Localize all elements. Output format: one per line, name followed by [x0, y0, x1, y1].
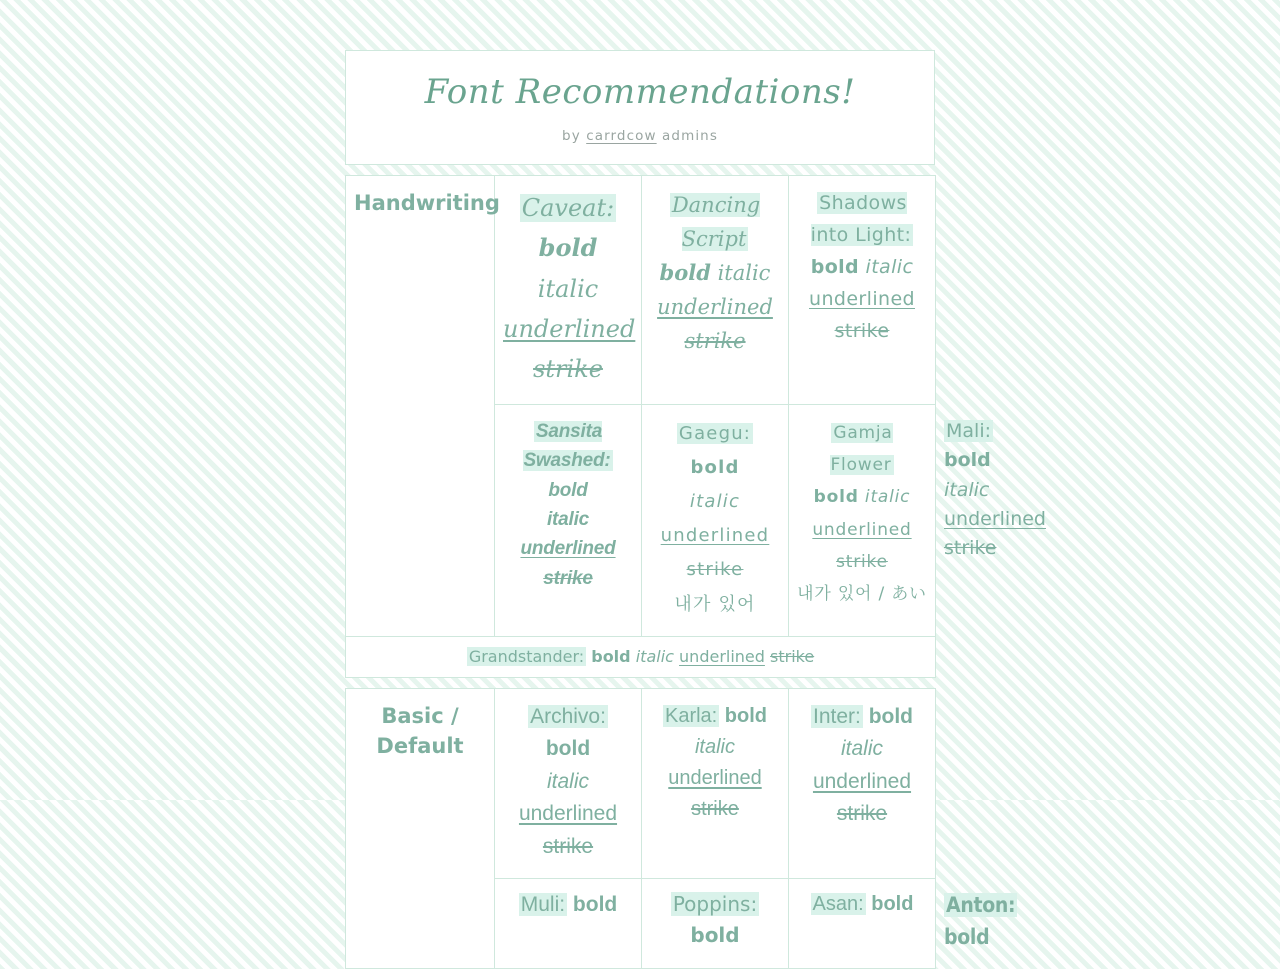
style-bold: bold [548, 479, 588, 501]
category-label-handwriting: Handwriting [346, 176, 495, 637]
font-name-label: Grandstander: [468, 646, 585, 666]
font-cell-asan[interactable] [789, 878, 936, 968]
specimen-line [650, 188, 780, 256]
specimen-line [650, 553, 780, 587]
header-table-gap [345, 165, 935, 175]
byline-prefix: by [562, 128, 581, 145]
style-bold: bold [944, 449, 991, 472]
specimen-line [503, 798, 633, 831]
header-card [345, 50, 935, 165]
font-cell-gaegu[interactable] [642, 404, 789, 636]
style-bold: bold [690, 456, 740, 478]
table-row [346, 636, 936, 677]
specimen-line [650, 588, 780, 622]
specimen-line [797, 889, 927, 920]
style-bold: bold [538, 233, 598, 263]
style-bold: bold [871, 892, 914, 915]
font-cell-gamja-flower[interactable] [789, 404, 936, 636]
font-cell-inter[interactable] [789, 688, 936, 878]
style-bold: bold [813, 487, 859, 508]
style-underlined: underlined [944, 507, 1046, 530]
specimen-gamja-flower [797, 417, 927, 611]
specimen-line [503, 309, 636, 349]
specimen-line [650, 256, 780, 290]
table-gap [345, 678, 935, 688]
specimen-inter [797, 701, 927, 831]
specimen-line [650, 519, 780, 553]
specimen-line [797, 514, 927, 546]
font-name-label: Gaegu: [678, 422, 752, 444]
font-cell-caveat[interactable] [495, 176, 642, 405]
style-strike: strike [836, 802, 888, 826]
specimen-line [650, 889, 780, 951]
style-bold: bold [572, 892, 618, 916]
style-italic: italic [864, 487, 911, 508]
font-name-label: Shadows into Light: [810, 192, 912, 246]
style-strike: strike [533, 355, 603, 384]
specimen-line [797, 798, 927, 831]
style-underlined: underlined [679, 646, 765, 666]
style-underlined: underlined [812, 519, 912, 540]
specimen-line [503, 889, 633, 922]
byline-suffix: admins [662, 128, 718, 145]
font-cell-shadows-into-light[interactable] [789, 176, 936, 405]
sample-text: 내가 있어 [674, 593, 756, 615]
specimen-asan [797, 889, 927, 920]
style-underlined: underlined [812, 769, 912, 793]
specimen-line [354, 645, 927, 669]
specimen-line [650, 485, 780, 519]
specimen-karla [650, 701, 780, 825]
style-bold: bold [690, 922, 740, 947]
sample-text: 내가 있어 / あい [797, 584, 927, 605]
specimen-line [797, 766, 927, 799]
table-row [346, 688, 936, 878]
specimen-line [503, 701, 633, 766]
style-strike: strike [834, 319, 890, 342]
specimen-line [650, 417, 780, 485]
style-italic: italic [840, 737, 883, 761]
font-cell-sansita-swashed[interactable] [495, 404, 642, 636]
style-strike: strike [691, 797, 739, 820]
style-underlined: underlined [518, 802, 618, 826]
handwriting-table [345, 175, 1046, 678]
specimen-line [650, 763, 780, 794]
specimen-line [503, 188, 633, 269]
specimen-line [503, 505, 633, 564]
specimen-line [797, 188, 927, 284]
specimen-line [503, 417, 633, 505]
style-italic: italic [944, 478, 990, 501]
specimen-line [650, 290, 780, 324]
style-bold: bold [545, 737, 591, 761]
style-underlined: underlined [668, 766, 762, 789]
carrdcow-link[interactable]: carrdcow [586, 128, 657, 145]
font-cell-dancing-script[interactable] [642, 176, 789, 405]
style-italic: italic [546, 769, 589, 793]
specimen-line [650, 732, 780, 763]
font-cell-muli[interactable] [495, 878, 642, 968]
style-italic: italic [865, 255, 914, 278]
style-underlined: underlined [660, 525, 770, 547]
font-name-label: Archivo: [530, 704, 606, 728]
category-label-basic-default: Basic / Default [346, 688, 495, 968]
specimen-line [797, 481, 927, 513]
specimen-line [503, 831, 633, 864]
specimen-line [503, 349, 633, 389]
font-name-label: Dancing Script [671, 193, 761, 252]
style-italic: italic [689, 491, 741, 513]
handwriting-table-body [346, 176, 1046, 678]
style-bold: bold [944, 925, 990, 950]
style-bold: bold [591, 646, 631, 666]
style-underlined: underlined [657, 295, 773, 320]
font-name-label: Caveat: [521, 194, 615, 223]
specimen-line [797, 701, 927, 734]
style-italic: italic [635, 646, 674, 666]
style-strike: strike [686, 559, 744, 581]
specimen-line [797, 546, 927, 578]
specimen-line [503, 269, 633, 309]
font-cell-poppins[interactable] [642, 878, 789, 968]
font-name-label: Karla: [664, 704, 718, 727]
font-name-label: Gamja Flower [830, 422, 893, 475]
specimen-line [797, 284, 927, 348]
table-row [346, 176, 936, 405]
style-underlined: underlined [503, 315, 636, 344]
specimen-line [797, 733, 927, 766]
specimen-line [503, 564, 633, 593]
font-name-label: Poppins: [672, 891, 758, 916]
font-cell-grandstander[interactable] [346, 636, 936, 677]
style-italic: italic [694, 735, 735, 758]
font-name-label: Sansita Swashed: [523, 420, 611, 472]
style-strike: strike [836, 551, 888, 572]
basic-default-table-body [346, 688, 1016, 968]
style-italic: italic [717, 261, 771, 286]
style-underlined: underlined [520, 538, 616, 560]
style-strike: strike [770, 646, 815, 666]
specimen-line [650, 701, 780, 732]
font-name-label: Mali: [946, 419, 991, 442]
specimen-sansita-swashed [503, 417, 633, 594]
font-name-label: Muli: [520, 892, 566, 916]
font-name-label: Asan: [812, 892, 864, 915]
style-strike: strike [684, 329, 746, 354]
style-italic: italic [537, 274, 599, 303]
font-cell-karla[interactable] [642, 688, 789, 878]
specimen-dancing-script [650, 188, 780, 358]
specimen-caveat [503, 188, 636, 390]
page-title: Font Recommendations! [424, 72, 856, 112]
style-bold: bold [810, 255, 860, 278]
style-bold: bold [868, 704, 914, 728]
style-strike: strike [542, 834, 594, 858]
style-bold: bold [724, 704, 768, 727]
style-bold: bold [659, 260, 711, 286]
font-name-label: Inter: [812, 704, 861, 728]
style-italic: italic [546, 508, 590, 530]
specimen-line [650, 794, 780, 825]
specimen-grandstander [354, 645, 927, 669]
content-column [345, 50, 1046, 969]
font-name-label: Anton: [946, 892, 1016, 917]
byline [360, 128, 920, 144]
font-cell-archivo[interactable] [495, 688, 642, 878]
specimen-shadows-into-light [797, 188, 927, 348]
specimen-line [650, 324, 780, 358]
style-strike: strike [543, 567, 593, 589]
style-strike: strike [944, 537, 997, 560]
specimen-poppins [650, 889, 780, 951]
specimen-gaegu [650, 417, 780, 622]
basic-default-table [345, 688, 1016, 969]
specimen-line [503, 766, 633, 799]
specimen-archivo [503, 701, 633, 864]
specimen-line [797, 578, 927, 610]
specimen-muli [503, 889, 633, 922]
style-underlined: underlined [809, 287, 915, 310]
specimen-line [797, 417, 927, 482]
